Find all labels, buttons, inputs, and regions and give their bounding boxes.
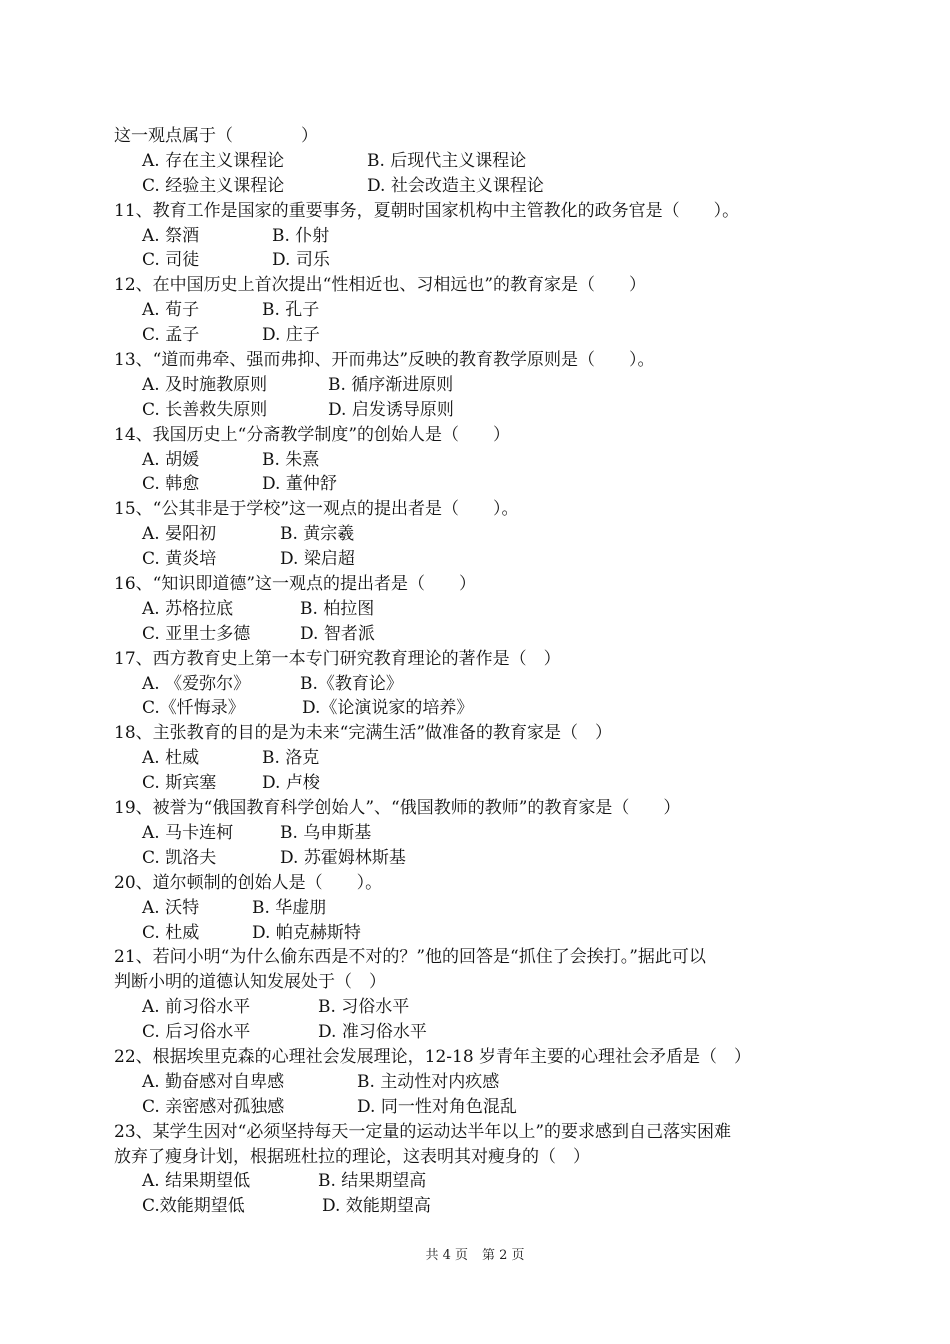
option-item: B. 结果期望高 xyxy=(318,1171,427,1192)
option-item: B. 循序渐进原则 xyxy=(328,374,454,395)
option-item: C. 孟子 xyxy=(142,325,200,346)
option-row xyxy=(114,149,854,174)
option-row xyxy=(114,298,854,323)
option-row xyxy=(114,597,854,622)
option-item: D. 司乐 xyxy=(272,250,330,271)
option-item: A. 沃特 xyxy=(142,897,200,918)
option-item: D. 同一性对角色混乱 xyxy=(357,1096,517,1117)
option-row xyxy=(114,174,854,199)
question-line: 19、被誉为“俄国教育科学创始人”、“俄国教师的教师”的教育家是（ ） xyxy=(114,798,681,819)
option-item: C. 后习俗水平 xyxy=(142,1022,251,1043)
option-item: C. 长善救失原则 xyxy=(142,399,268,420)
option-item: A. 晏阳初 xyxy=(142,524,217,545)
option-item: B. 乌申斯基 xyxy=(280,822,372,843)
option-row xyxy=(114,448,854,473)
option-row xyxy=(114,224,854,249)
option-item: A. 存在主义课程论 xyxy=(142,150,285,171)
option-item: D. 启发诱导原则 xyxy=(328,399,454,420)
question-line: 18、主张教育的目的是为未来“完满生活”做准备的教育家是（ ） xyxy=(114,723,613,744)
option-item: C. 斯宾塞 xyxy=(142,773,217,794)
option-item: D. 智者派 xyxy=(300,623,375,644)
question-list xyxy=(114,124,854,1219)
option-row xyxy=(114,373,854,398)
option-item: B. 朱熹 xyxy=(262,449,320,470)
option-row xyxy=(114,1020,854,1045)
option-item: C. 亚里士多德 xyxy=(142,623,251,644)
option-item: B. 主动性对内疚感 xyxy=(357,1071,500,1092)
footer-current-page: 第 2 页 xyxy=(482,1248,525,1263)
option-row xyxy=(114,896,854,921)
option-row xyxy=(114,1070,854,1095)
option-row xyxy=(114,746,854,771)
option-item: B. 后现代主义课程论 xyxy=(367,150,527,171)
option-row xyxy=(114,696,854,721)
option-row xyxy=(114,921,854,946)
option-item: B. 华虚朋 xyxy=(252,897,327,918)
option-item: D. 社会改造主义课程论 xyxy=(367,175,544,196)
option-row xyxy=(114,672,854,697)
question-line: 11、教育工作是国家的重要事务，夏朝时国家机构中主管教化的政务官是（ ）。 xyxy=(114,200,740,221)
question-line: 22、根据埃里克森的心理社会发展理论，12-18 岁青年主要的心理社会矛盾是（ ） xyxy=(114,1046,752,1067)
option-item: D. 准习俗水平 xyxy=(318,1022,427,1043)
option-item: B.《教育论》 xyxy=(300,673,403,694)
option-row xyxy=(114,622,854,647)
option-item: A. 荀子 xyxy=(142,300,200,321)
option-row xyxy=(114,472,854,497)
question-line: 放弃了瘦身计划，根据班杜拉的理论，这表明其对瘦身的（ ） xyxy=(114,1146,590,1167)
option-row xyxy=(114,1194,854,1219)
option-row xyxy=(114,821,854,846)
option-row xyxy=(114,323,854,348)
option-row xyxy=(114,1169,854,1194)
question-line: 13、“道而弗牵、强而弗抑、开而弗达”反映的教育教学原则是（ ）。 xyxy=(114,350,655,371)
option-item: A. 杜威 xyxy=(142,748,200,769)
option-item: C. 杜威 xyxy=(142,922,200,943)
option-item: D.《论演说家的培养》 xyxy=(302,698,474,719)
question-line: 判断小明的道德认知发展处于（ ） xyxy=(114,972,386,993)
question-line: 23、某学生因对“必须坚持每天一定量的运动达半年以上”的要求感到自己落实困难 xyxy=(114,1121,732,1142)
question-line: 17、西方教育史上第一本专门研究教育理论的著作是（ ） xyxy=(114,648,561,669)
option-item: D. 梁启超 xyxy=(280,549,355,570)
option-row xyxy=(114,522,854,547)
question-line: 这一观点属于（ ） xyxy=(114,126,318,146)
option-item: A. 及时施教原则 xyxy=(142,374,268,395)
question-line: 15、“公其非是于学校”这一观点的提出者是（ ）。 xyxy=(114,499,519,520)
option-item: B. 柏拉图 xyxy=(300,598,375,619)
option-item: C. 黄炎培 xyxy=(142,549,217,570)
option-item: C. 亲密感对孤独感 xyxy=(142,1096,285,1117)
option-row xyxy=(114,846,854,871)
option-row xyxy=(114,547,854,572)
option-item: A. 胡媛 xyxy=(142,449,200,470)
option-item: C. 凯洛夫 xyxy=(142,847,217,868)
option-item: D. 庄子 xyxy=(262,325,320,346)
question-line: 14、我国历史上“分斋教学制度”的创始人是（ ） xyxy=(114,424,511,445)
option-item: B. 仆射 xyxy=(272,225,330,246)
option-row xyxy=(114,1095,854,1120)
option-row xyxy=(114,771,854,796)
option-item: A. 《爱弥尔》 xyxy=(142,673,251,694)
option-item: B. 黄宗羲 xyxy=(280,524,355,545)
question-line: 12、在中国历史上首次提出“性相近也、习相远也”的教育家是（ ） xyxy=(114,275,647,296)
option-row xyxy=(114,248,854,273)
option-item: D. 帕克赫斯特 xyxy=(252,922,361,943)
option-item: D. 卢梭 xyxy=(262,773,320,794)
page-footer xyxy=(0,1244,950,1263)
option-item: C.效能期望低 xyxy=(142,1196,245,1217)
option-item: D. 董仲舒 xyxy=(262,474,337,495)
option-item: C.《忏悔录》 xyxy=(142,698,245,719)
question-line: 21、若问小明“为什么偷东西是不对的？”他的回答是“抓住了会挨打。”据此可以 xyxy=(114,947,706,968)
option-item: C. 经验主义课程论 xyxy=(142,175,285,196)
option-item: B. 洛克 xyxy=(262,748,320,769)
option-item: A. 祭酒 xyxy=(142,225,200,246)
option-item: A. 苏格拉底 xyxy=(142,598,234,619)
option-item: D. 苏霍姆林斯基 xyxy=(280,847,406,868)
option-item: A. 结果期望低 xyxy=(142,1171,251,1192)
option-item: B. 习俗水平 xyxy=(318,997,410,1018)
option-item: B. 孔子 xyxy=(262,300,320,321)
option-row xyxy=(114,995,854,1020)
footer-total-pages: 共 4 页 xyxy=(425,1248,468,1263)
option-item: C. 韩愈 xyxy=(142,474,200,495)
option-item: A. 前习俗水平 xyxy=(142,997,251,1018)
option-item: A. 勤奋感对自卑感 xyxy=(142,1071,285,1092)
option-row xyxy=(114,398,854,423)
option-item: C. 司徒 xyxy=(142,250,200,271)
option-item: D. 效能期望高 xyxy=(322,1196,431,1217)
option-item: A. 马卡连柯 xyxy=(142,822,234,843)
question-line: 20、道尔顿制的创始人是（ ）。 xyxy=(114,872,383,893)
question-line: 16、“知识即道德”这一观点的提出者是（ ） xyxy=(114,574,477,595)
